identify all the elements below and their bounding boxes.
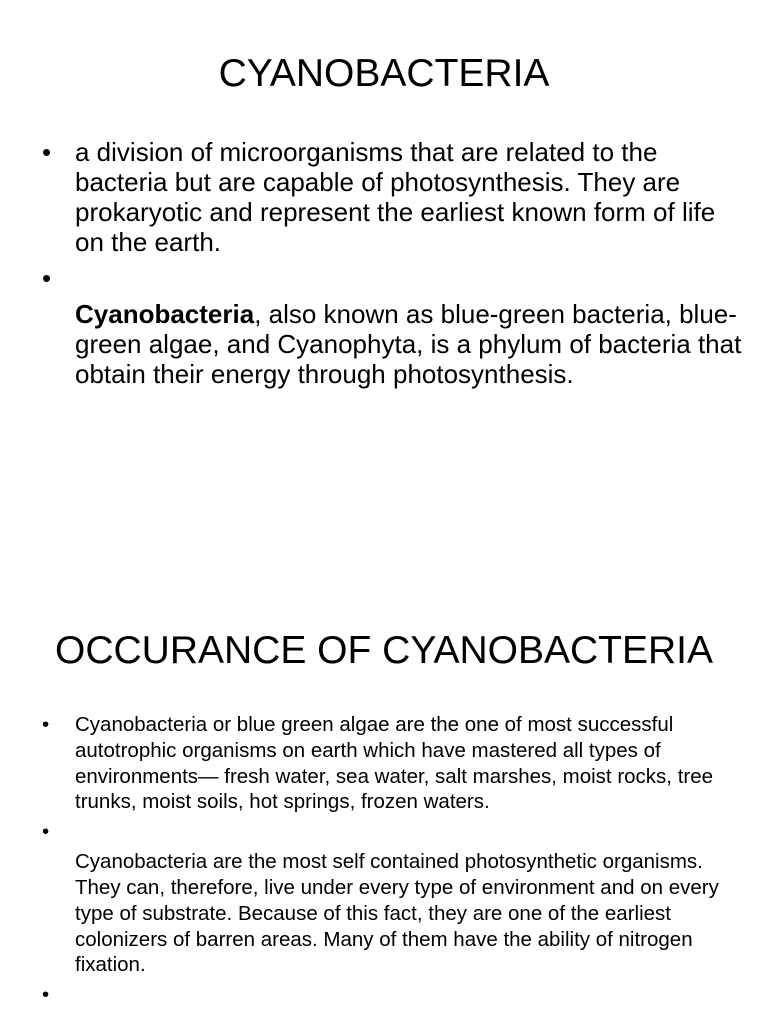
bullet-item [42, 263, 742, 389]
bullet-item [42, 982, 742, 1008]
bullet-dot: • [42, 263, 52, 293]
bullet-list [42, 137, 742, 389]
bold-term: Cyanobacteria [75, 299, 255, 329]
bullet-text: Cyanobacteria or blue green algae are the one of most successful autotrophic organisms on earth which have mastered all types of environments— fresh water, sea water, salt marshes, moist rocks, tree trunks, moist soils, hot springs, frozen waters. [75, 713, 714, 814]
bullet-item [42, 712, 742, 815]
empty-line [75, 263, 742, 293]
bullet-text-rest: , also known as blue-green bacteria, blue-green algae, and Cyanophyta, is a phylum of bacteria that obtain their energy through photosynthesis. [75, 299, 742, 389]
bullet-dot: • [42, 137, 52, 167]
bullet-item [42, 137, 742, 257]
bullet-text [75, 299, 742, 389]
slide-title: CYANOBACTERIA [218, 52, 550, 95]
bullet-list [42, 712, 742, 1008]
bullet-dot: • [42, 820, 50, 844]
bullet-item [42, 819, 742, 978]
empty-line [75, 982, 742, 1008]
bullet-dot: • [42, 983, 50, 1007]
empty-line [75, 819, 742, 845]
bullet-dot: • [42, 713, 50, 736]
slide-title: OCCURANCE OF CYANOBACTERIA [54, 629, 713, 672]
bullet-text: a division of microorganisms that are related to the bacteria but are capable of photosynthesis. They are prokaryotic and represent the earliest known form of life on the earth. [75, 137, 716, 257]
slide-occurance [0, 576, 768, 1024]
bullet-text: Cyanobacteria are the most self contained photosynthetic organisms. They can, therefore, live under every type of environment and on every type of substrate. Because of this fact, they are one of the earliest colonizers of barren areas. Many of them have the ability of nitrogen fixation. [75, 850, 719, 977]
